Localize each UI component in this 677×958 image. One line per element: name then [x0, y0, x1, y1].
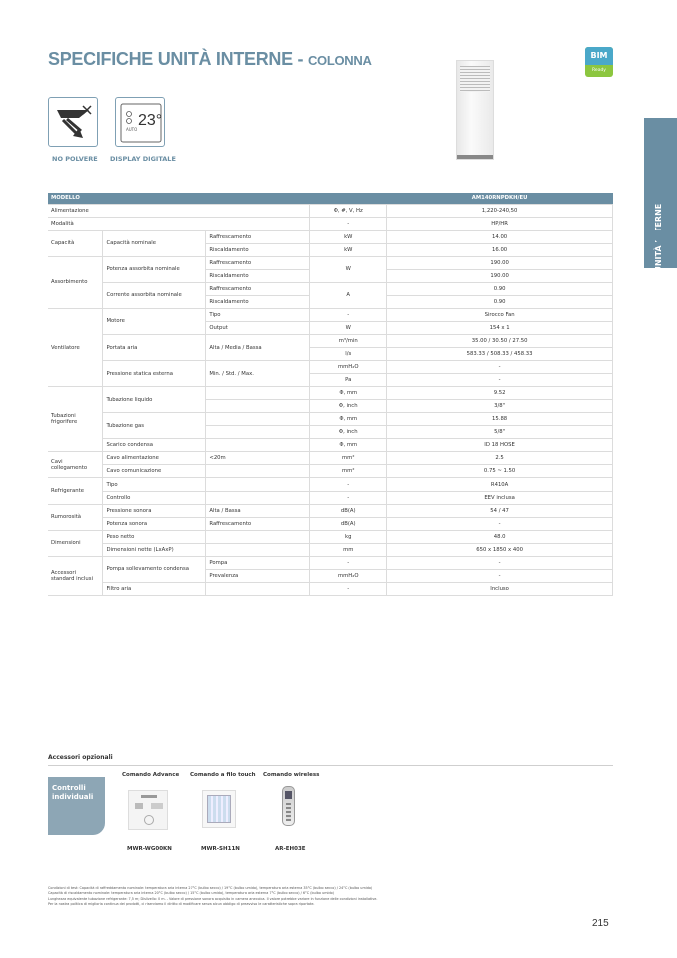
row-category: Capacità [48, 230, 103, 256]
note-line: Per la nostra politica di miglioria continua dei prodotti, ci riserviamo il diritto di modificare senza alcun obbligo di preavviso le caratteristiche sopra riportate. [48, 901, 315, 906]
row-unit: - [310, 308, 387, 321]
digital-display-icon [115, 97, 165, 147]
test-conditions-notes [48, 886, 468, 907]
row-unit: Φ, mm [310, 439, 387, 452]
row-value: - [387, 374, 613, 387]
accessory-code-wireless: AR-EH03E [275, 846, 306, 852]
row-unit: Φ, mm [310, 387, 387, 400]
row-unit: kW [310, 243, 387, 256]
row-parameter: Capacità nominale [103, 230, 206, 256]
row-condition: Raffrescamento [206, 256, 310, 269]
bim-ready-badge [585, 47, 613, 77]
row-unit: mm [310, 543, 387, 556]
model-code: AM140RNPDKH/EU [387, 193, 613, 204]
row-unit: W [310, 321, 387, 334]
row-condition [206, 491, 310, 504]
row-condition: Tipo [206, 308, 310, 321]
row-condition: Alta / Bassa [206, 504, 310, 517]
row-value: EEV inclusa [387, 491, 613, 504]
row-condition [206, 478, 310, 491]
row-condition [206, 426, 310, 439]
accessory-name-wireless: Comando wireless [263, 772, 320, 778]
accessory-name-advance: Comando Advance [122, 772, 180, 778]
table-row [48, 556, 613, 569]
row-value: HP/HR [387, 217, 613, 230]
row-unit: - [310, 582, 387, 595]
table-row [48, 308, 613, 321]
row-parameter: Potenza sonora [103, 517, 206, 530]
row-condition [206, 530, 310, 543]
row-value: - [387, 556, 613, 569]
row-unit: m³/min [310, 334, 387, 347]
table-row [48, 543, 613, 556]
row-value: 190.00 [387, 269, 613, 282]
display-temperature: 23° [138, 112, 163, 129]
side-tab-tip [644, 230, 677, 260]
row-value: 0.90 [387, 282, 613, 295]
row-value: - [387, 517, 613, 530]
row-parameter: Pressione sonora [103, 504, 206, 517]
row-category: Cavi collegamento [48, 452, 103, 478]
title-main: SPECIFICHE UNITÀ INTERNE [48, 49, 293, 69]
table-row [48, 204, 613, 217]
row-condition [206, 387, 310, 400]
row-value: 2.5 [387, 452, 613, 465]
row-condition: Prevalenza [206, 569, 310, 582]
row-value: 48.0 [387, 530, 613, 543]
row-category: Modalità [48, 217, 310, 230]
row-parameter: Dimensioni nette (LxAxP) [103, 543, 206, 556]
row-unit: - [310, 556, 387, 569]
side-tab-label: LE UNITÀ INTERNE [654, 203, 663, 286]
note-line: Capacità di riscaldamento nominale: temperatura aria interna 20°C (bulbo secco) / 15°C (bulbo umido), temperatura aria esterna 7°C (bulbo secco) / 6°C (bulbo umido) [48, 891, 335, 896]
accessory-code-advance: MWR-WG00KN [127, 846, 172, 852]
row-value: Sirocco Fan [387, 308, 613, 321]
row-unit: Φ, inch [310, 426, 387, 439]
row-category: Assorbimento [48, 256, 103, 308]
row-parameter: Scarico condensa [103, 439, 206, 452]
svg-text:AUTO: AUTO [126, 127, 138, 132]
table-row [48, 282, 613, 295]
row-category: Alimentazione [48, 204, 310, 217]
accessories-title: Accessori opzionali [48, 754, 113, 761]
accessory-name-touch: Comando a filo touch [190, 772, 256, 778]
row-condition: Pompa [206, 556, 310, 569]
row-value: - [387, 569, 613, 582]
table-row [48, 465, 613, 478]
row-parameter: Motore [103, 308, 206, 334]
row-condition: Riscaldamento [206, 295, 310, 308]
row-parameter: Tipo [103, 478, 206, 491]
row-value: 0.90 [387, 295, 613, 308]
row-parameter: Pressione statica esterna [103, 361, 206, 387]
accessories-divider [48, 765, 613, 766]
row-unit: mmH₂O [310, 569, 387, 582]
row-value: ID 18 HOSE [387, 439, 613, 452]
row-condition: Riscaldamento [206, 269, 310, 282]
row-value: - [387, 361, 613, 374]
row-parameter: Corrente assorbita nominale [103, 282, 206, 308]
row-value: 9.52 [387, 387, 613, 400]
row-value: 0.75 ~ 1.50 [387, 465, 613, 478]
row-category: Accessori standard inclusi [48, 556, 103, 595]
row-parameter: Cavo comunicazione [103, 465, 206, 478]
feature-label-no-dust: NO POLVERE [52, 155, 98, 163]
row-unit: mm² [310, 452, 387, 465]
table-row [48, 334, 613, 347]
table-row [48, 217, 613, 230]
row-unit: - [310, 217, 387, 230]
row-parameter: Filtro aria [103, 582, 206, 595]
row-unit: dB(A) [310, 517, 387, 530]
row-condition [206, 413, 310, 426]
table-header-row [48, 193, 613, 204]
row-unit: W [310, 256, 387, 282]
row-value: R410A [387, 478, 613, 491]
table-row [48, 230, 613, 243]
table-row [48, 361, 613, 374]
table-row [48, 491, 613, 504]
row-parameter: Potenza assorbita nominale [103, 256, 206, 282]
row-category: Tubazioni frigorifere [48, 387, 103, 452]
spec-table [48, 193, 613, 596]
note-line: Lunghezza equivalente tubazione refrigerante: 7,5 m; Dislivello: 0 m. - Valore di pressione sonora acquisito in camera anecoica. Il valore potrebbe variare in funzione delle condizioni installative. [48, 896, 378, 901]
row-unit: kg [310, 530, 387, 543]
title-sub: COLONNA [307, 53, 372, 68]
table-row [48, 478, 613, 491]
touch-controller-image [202, 790, 236, 828]
accessory-code-touch: MWR-SH11N [201, 846, 240, 852]
bim-label: BIM [585, 47, 613, 65]
table-row [48, 504, 613, 517]
row-condition [206, 400, 310, 413]
row-unit: mmH₂O [310, 361, 387, 374]
row-value: 3/8" [387, 400, 613, 413]
row-condition: Raffrescamento [206, 230, 310, 243]
table-header-label: MODELLO [48, 193, 387, 204]
row-value: 14.00 [387, 230, 613, 243]
row-condition: <20m [206, 452, 310, 465]
row-unit: kW [310, 230, 387, 243]
row-value: 54 / 47 [387, 504, 613, 517]
table-row [48, 413, 613, 426]
note-line: Condizioni di test: Capacità di raffreddamento nominale: temperatura aria interna 27°C (bulbo secco) / 19°C (bulbo umido), temperatura aria esterna 35°C (bulbo secco) / 24°C (bulbo umido) [48, 886, 373, 890]
row-category: Ventilatore [48, 308, 103, 386]
row-value: 15.88 [387, 413, 613, 426]
page-number: 215 [592, 918, 609, 929]
row-condition: Raffrescamento [206, 282, 310, 295]
table-row [48, 256, 613, 269]
row-condition [206, 543, 310, 556]
wireless-remote-image [282, 786, 295, 826]
row-value: 583.33 / 508.33 / 458.33 [387, 348, 613, 361]
row-parameter: Controllo [103, 491, 206, 504]
row-unit: Φ, inch [310, 400, 387, 413]
bim-ready-label: Ready [592, 68, 606, 73]
row-parameter: Tubazione gas [103, 413, 206, 439]
row-condition [206, 582, 310, 595]
table-row [48, 517, 613, 530]
title-dash: - [292, 49, 308, 69]
row-condition: Riscaldamento [206, 243, 310, 256]
row-value: 190.00 [387, 256, 613, 269]
advance-controller-image [128, 790, 168, 830]
row-category: Rumorosità [48, 504, 103, 530]
row-value: Incluso [387, 582, 613, 595]
row-unit: Pa [310, 374, 387, 387]
row-condition: Raffrescamento [206, 517, 310, 530]
row-category: Dimensioni [48, 530, 103, 556]
row-condition [206, 465, 310, 478]
table-row [48, 582, 613, 595]
row-value: 650 x 1850 x 400 [387, 543, 613, 556]
row-value: 154 x 1 [387, 321, 613, 334]
row-parameter: Portata aria [103, 334, 206, 360]
row-value: 16.00 [387, 243, 613, 256]
table-row [48, 387, 613, 400]
page-title [48, 49, 372, 70]
row-unit: Φ, mm [310, 413, 387, 426]
row-unit: dB(A) [310, 504, 387, 517]
column-unit-image [456, 60, 494, 160]
feature-label-display: DISPLAY DIGITALE [110, 155, 176, 163]
no-dust-icon [48, 97, 98, 147]
row-category: Refrigerante [48, 478, 103, 504]
row-value: 5/8" [387, 426, 613, 439]
table-row [48, 452, 613, 465]
row-unit: - [310, 478, 387, 491]
controls-group-label: Controlli individuali [48, 777, 105, 835]
row-condition: Output [206, 321, 310, 334]
row-unit: Φ, #, V, Hz [310, 204, 387, 217]
row-unit: A [310, 282, 387, 308]
row-parameter: Tubazione liquido [103, 387, 206, 413]
row-value: 1,220-240,50 [387, 204, 613, 217]
table-row [48, 530, 613, 543]
row-parameter: Peso netto [103, 530, 206, 543]
row-unit: - [310, 491, 387, 504]
row-value: 35.00 / 30.50 / 27.50 [387, 334, 613, 347]
row-unit: l/s [310, 348, 387, 361]
row-condition: Min. / Std. / Max. [206, 361, 310, 387]
row-parameter: Pompa sollevamento condensa [103, 556, 206, 582]
row-condition [206, 439, 310, 452]
table-row [48, 439, 613, 452]
row-parameter: Cavo alimentazione [103, 452, 206, 465]
row-unit: mm² [310, 465, 387, 478]
row-condition: Alta / Media / Bassa [206, 334, 310, 360]
